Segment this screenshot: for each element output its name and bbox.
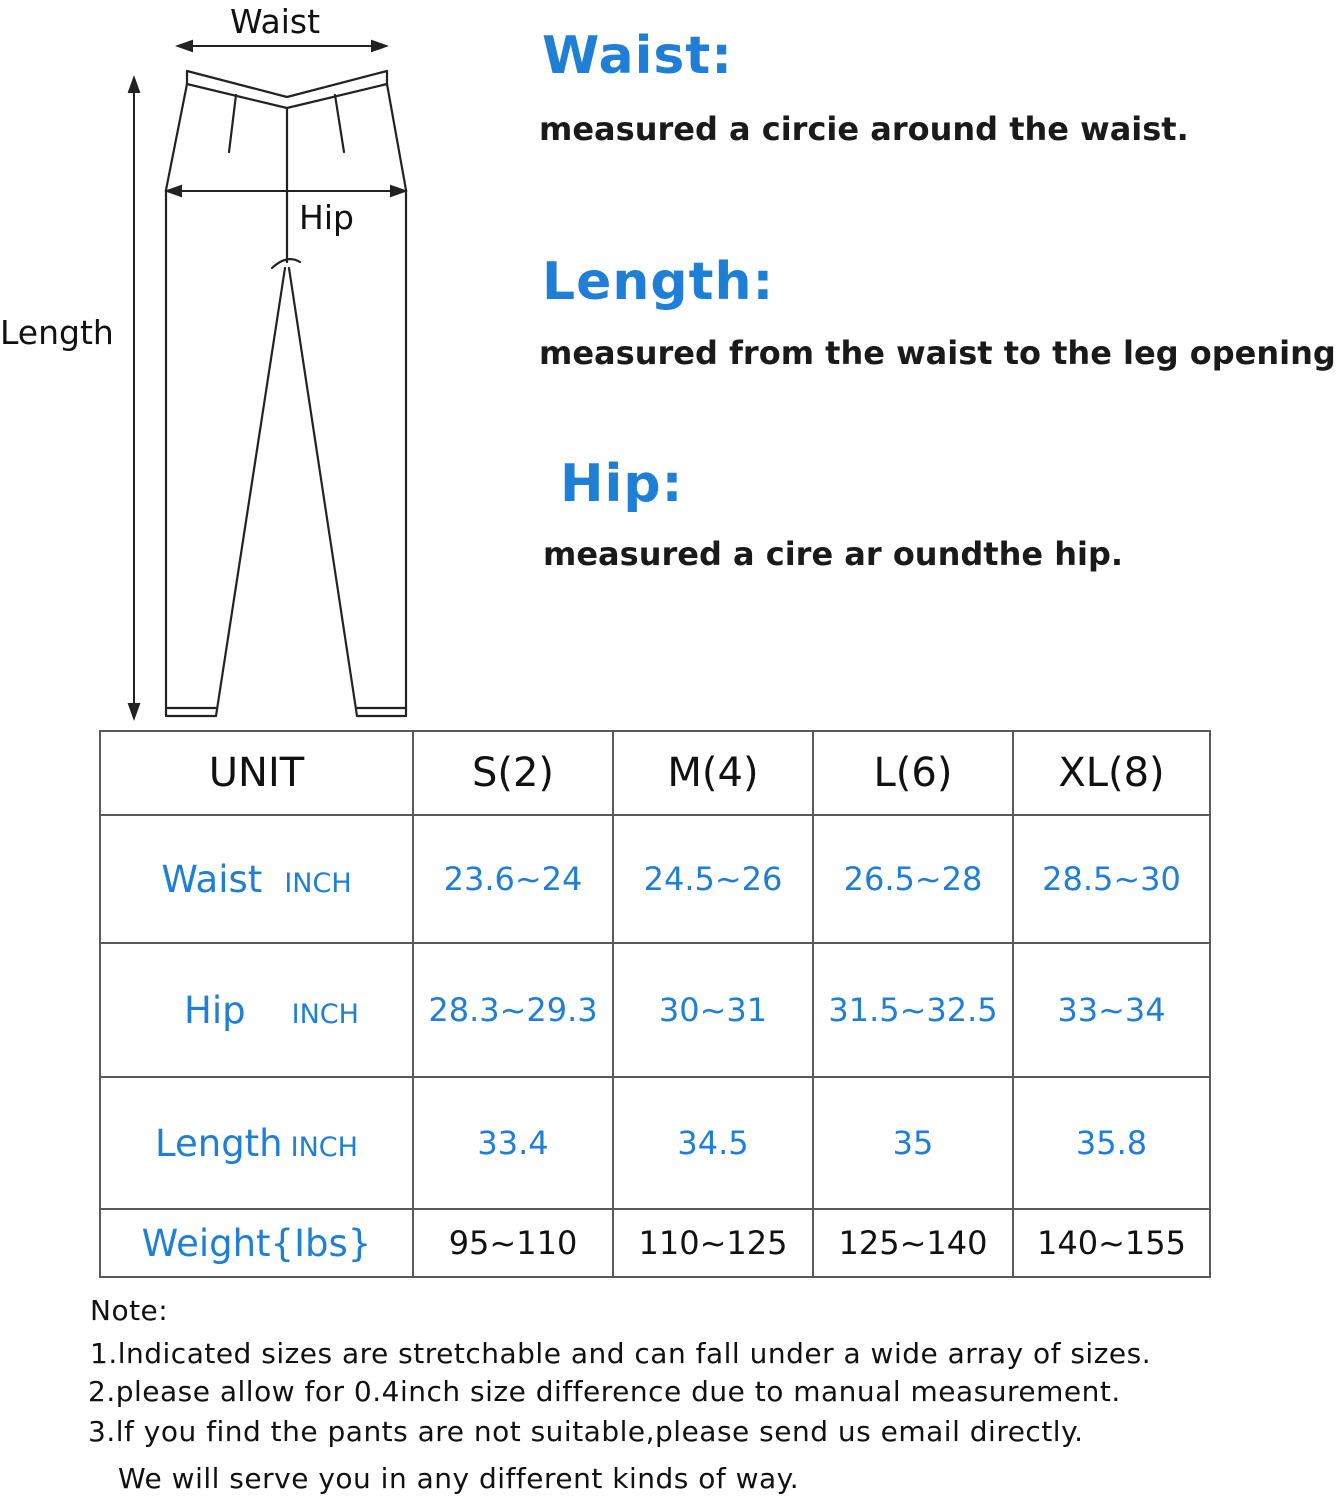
table-cell: 34.5 [613,1077,813,1209]
row-label-unit: INCH [284,867,352,899]
table-cell: 23.6~24 [413,815,613,943]
length-definition-title: Length: [542,252,775,312]
hip-definition-text: measured a cire ar oundthe hip. [543,535,1123,573]
size-chart-table [99,730,1211,1278]
pants-outline-illustration [0,0,520,725]
header-size-s: S(2) [413,731,613,815]
row-label-cell [100,815,413,943]
table-row-weight [100,1209,1210,1277]
note-line-4: We will serve you in any different kinds of way. [118,1462,800,1495]
row-label-name: Weight{Ibs} [141,1221,372,1265]
table-cell: 140~155 [1013,1209,1210,1277]
table-header-row [100,731,1210,815]
table-cell: 95~110 [413,1209,613,1277]
waist-definition-text: measured a circie around the waist. [539,110,1189,148]
row-label-unit: INCH [290,1131,358,1163]
table-cell: 28.5~30 [1013,815,1210,943]
row-label-name: Waist [161,857,263,901]
row-label-cell [100,943,413,1077]
row-label-name: Hip [184,988,246,1032]
diagram-length-label: Length [0,313,114,352]
row-label-unit: INCH [291,998,359,1030]
table-cell: 33.4 [413,1077,613,1209]
header-size-l: L(6) [813,731,1013,815]
table-cell: 35.8 [1013,1077,1210,1209]
table-cell: 31.5~32.5 [813,943,1013,1077]
table-row-waist [100,815,1210,943]
table-cell: 26.5~28 [813,815,1013,943]
table-row-hip [100,943,1210,1077]
diagram-hip-label: Hip [299,198,354,237]
waist-definition-title: Waist: [542,26,734,86]
table-row-length [100,1077,1210,1209]
table-cell: 110~125 [613,1209,813,1277]
note-line-1: 1.lndicated sizes are stretchable and can fall under a wide array of sizes. [90,1337,1152,1370]
header-size-xl: XL(8) [1013,731,1210,815]
table-cell: 24.5~26 [613,815,813,943]
table-cell: 30~31 [613,943,813,1077]
note-title: Note: [90,1294,169,1327]
pants-diagram [0,0,520,725]
row-label-name: Length [155,1121,283,1165]
note-line-3: 3.lf you find the pants are not suitable,please send us email directly. [88,1415,1084,1448]
table-cell: 35 [813,1077,1013,1209]
hip-definition-title: Hip: [560,454,684,514]
table-cell: 33~34 [1013,943,1210,1077]
note-line-2: 2.please allow for 0.4inch size difference due to manual measurement. [88,1375,1121,1408]
row-label-cell [100,1209,413,1277]
diagram-waist-label: Waist [230,2,321,41]
table-cell: 125~140 [813,1209,1013,1277]
header-size-m: M(4) [613,731,813,815]
length-definition-text: measured from the waist to the leg opening [539,334,1336,372]
header-unit: UNIT [100,731,413,815]
row-label-cell [100,1077,413,1209]
table-cell: 28.3~29.3 [413,943,613,1077]
